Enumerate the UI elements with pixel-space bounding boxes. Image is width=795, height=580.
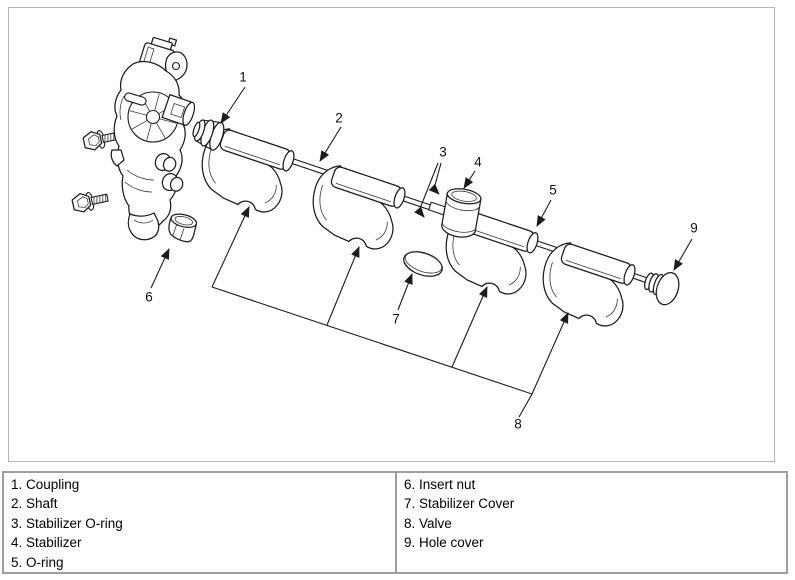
parts-legend-table (2, 471, 788, 574)
callout-6: 6 (145, 289, 153, 305)
legend-item: 5. O-ring (11, 554, 64, 570)
legend-item: 4. Stabilizer (11, 535, 82, 551)
legend-column-left (4, 473, 395, 572)
legend-item: 8. Valve (404, 515, 452, 531)
callout-5: 5 (549, 182, 557, 198)
callout-3: 3 (439, 144, 447, 160)
callout-9: 9 (690, 220, 698, 236)
legend-item: 1. Coupling (11, 477, 80, 492)
legend-item: 3. Stabilizer O-ring (11, 515, 123, 531)
callout-4: 4 (474, 154, 482, 170)
actuator-foot (128, 213, 158, 240)
legend-item: 7. Stabilizer Cover (404, 496, 515, 512)
callout-7: 7 (392, 311, 400, 327)
legend-item: 2. Shaft (11, 496, 58, 512)
callout-8: 8 (514, 416, 522, 432)
legend-item: 9. Hole cover (404, 535, 484, 551)
callout-2: 2 (335, 110, 343, 126)
callout-1: 1 (239, 69, 247, 85)
legend-column-right (395, 473, 786, 572)
legend-item: 6. Insert nut (404, 477, 476, 492)
